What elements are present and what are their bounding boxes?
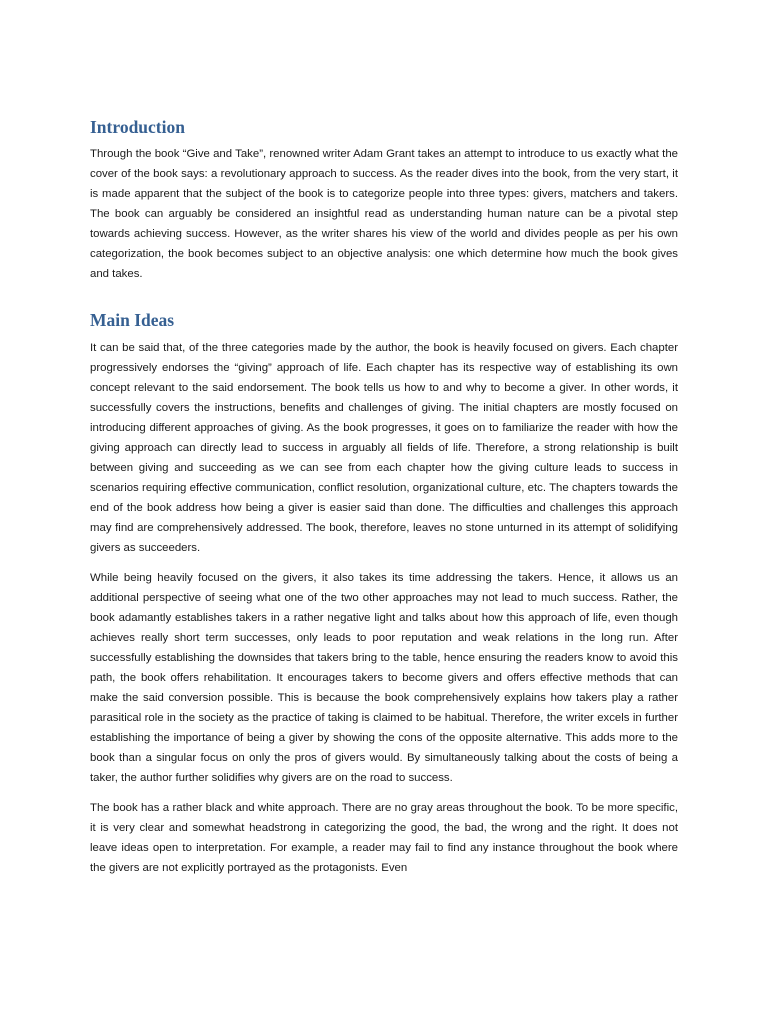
section-main-ideas [90, 311, 678, 877]
paragraph: Through the book “Give and Take”, renowned writer Adam Grant takes an attempt to introduce to us exactly what the cover of the book says: a revolutionary approach to success. As the reader dives into the book, from the very start, it is made apparent that the subject of the book is to categorize people into three types: givers, matchers and takers. The book can arguably be considered an insightful read as understanding human nature can be a pivotal step towards achieving success. However, as the writer shares his view of the world and divides people as per his own categorization, the book becomes subject to an objective analysis: one which determine how much the book gives and takes. [90, 148, 678, 281]
section-introduction [90, 118, 678, 284]
paragraph: While being heavily focused on the givers, it also takes its time addressing the takers. Hence, it allows us an additional perspective of seeing what one of the two other approaches may not lead to much success. Rather, the book adamantly establishes takers in a rather negative light and talks about how this approach of life, even though achieves really short term successes, only leads to poor reputation and weak relations in the long run. After successfully establishing the downsides that takers bring to the table, hence ensuring the readers know to avoid this path, the book offers rehabilitation. It encourages takers to become givers and offers effective methods that can make the said conversion possible. This is because the book comprehensively explains how takers play a rather parasitical role in the society as the practice of taking is claimed to be habitual. Therefore, the writer excels in further establishing the importance of being a giver by showing the cons of the opposite alternative. This adds more to the book than a singular focus on only the pros of givers would. By simultaneously talking about the costs of being a taker, the author further solidifies why givers are on the road to success. [90, 571, 678, 784]
section-heading-introduction: Introduction [90, 117, 185, 137]
section-heading-main-ideas: Main Ideas [90, 310, 175, 331]
paragraph: It can be said that, of the three categories made by the author, the book is heavily focused on givers. Each chapter progressively endorses the “giving” approach of life. Each chapter has its respective way of establishing its own concept relevant to the said endorsement. The book tells us how to and why to become a giver. In other words, it successfully covers the instructions, benefits and challenges of giving. The initial chapters are mostly focused on introducing different approaches of giving. As the book progresses, it goes on to familiarize the reader with how the giving approach can directly lead to success in arguably all fields of life. Therefore, a strong relationship is built between giving and succeeding as we can see from each chapter how the giving culture leads to success in scenarios requiring effective communication, conflict resolution, organizational culture, etc. The chapters towards the end of the book address how being a giver is easier said than done. The difficulties and challenges this approach may find are comprehensively addressed. The book, therefore, leaves no stone unturned in its attempt of solidifying givers as succeeders. [90, 341, 678, 554]
document-page [90, 118, 678, 888]
paragraph: The book has a rather black and white approach. There are no gray areas throughout the book. To be more specific, it is very clear and somewhat headstrong in categorizing the good, the bad, the wrong and the right. It does not leave ideas open to interpretation. For example, a reader may fail to find any instance throughout the book where the givers are not explicitly portrayed as the protagonists. Even [90, 801, 678, 874]
